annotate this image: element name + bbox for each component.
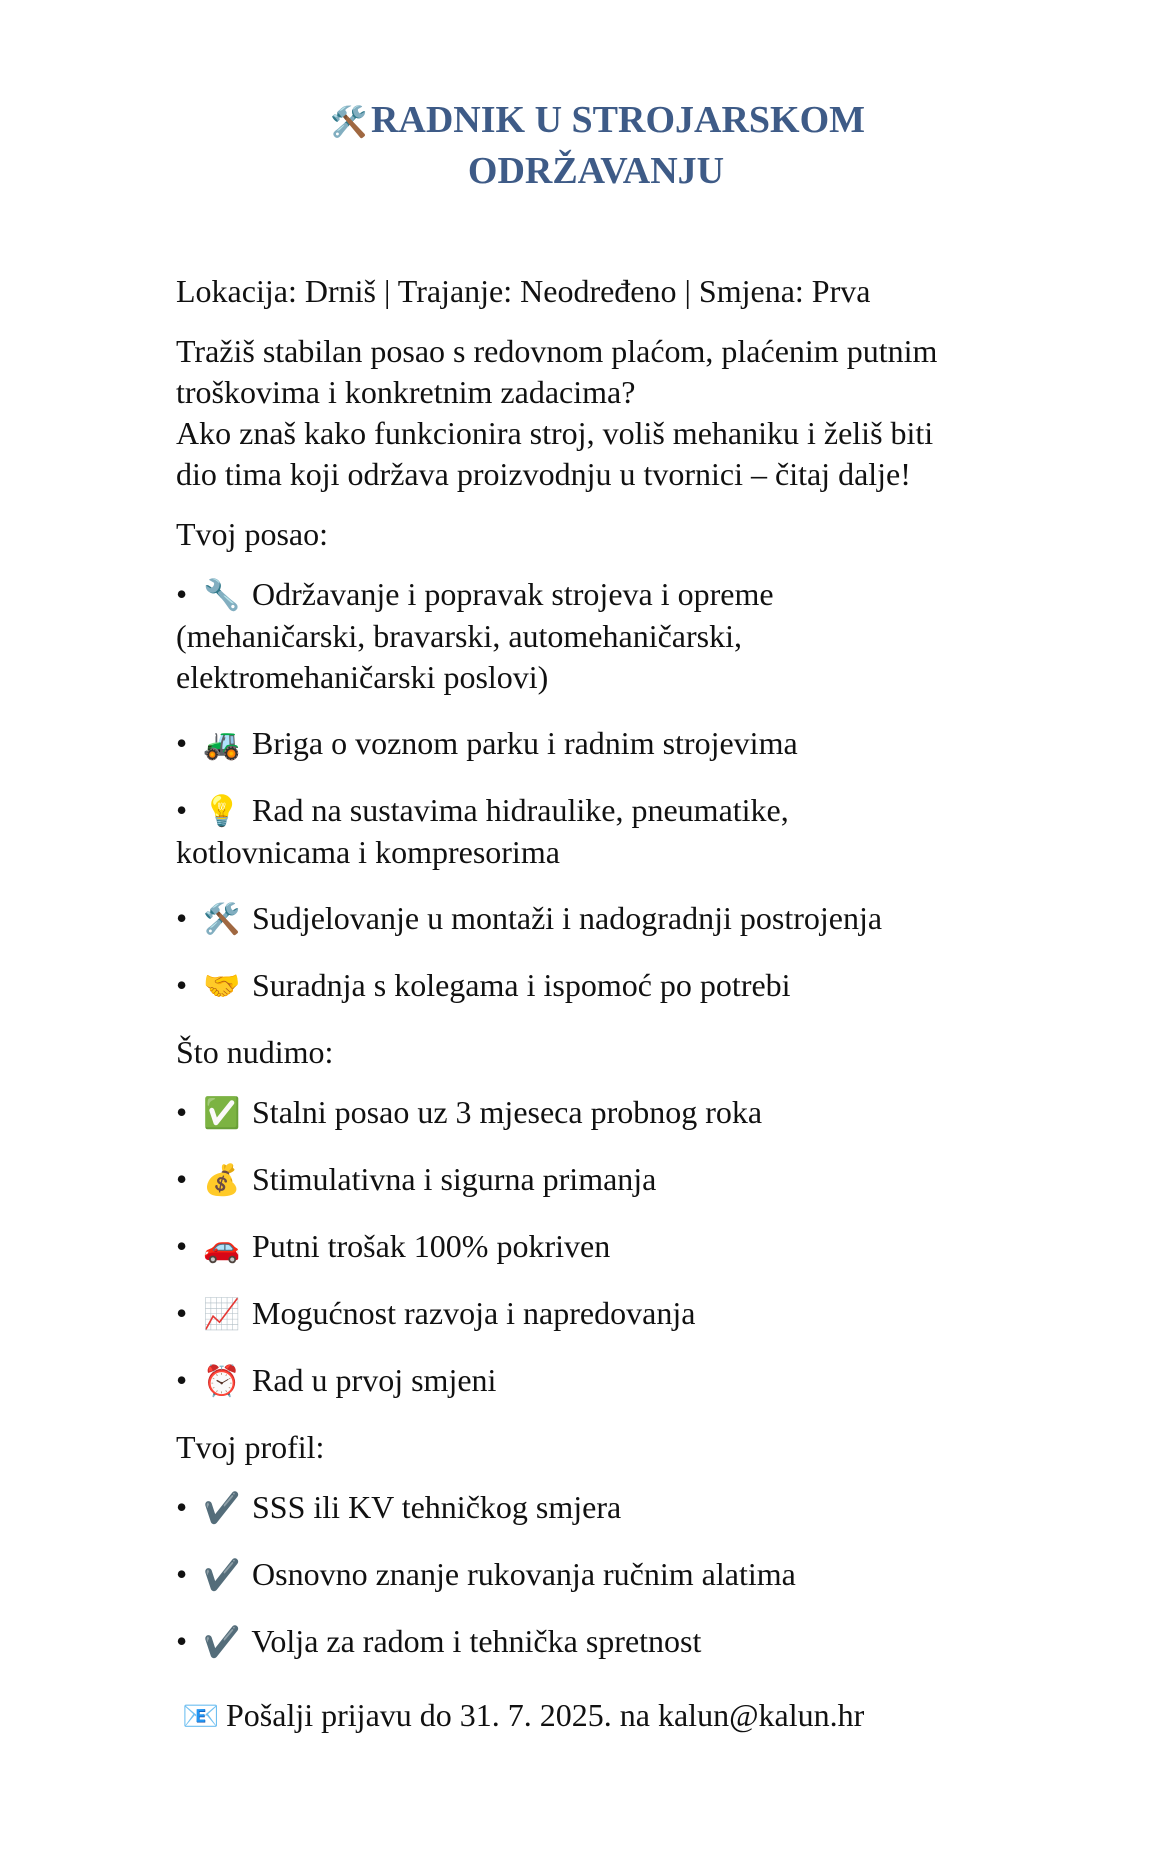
section-heading-offer: Što nudimo: [176, 1034, 334, 1070]
meta-line: Lokacija: Drniš | Trajanje: Neodređeno | Smjena: Prva [176, 273, 871, 309]
bullet: • [176, 1161, 188, 1197]
hammer-wrench-icon: 🛠️ [203, 902, 241, 937]
wrench-icon: 🔧 [203, 578, 241, 613]
list-item-text: Sudjelovanje u montaži i nadogradnji postrojenja [252, 900, 883, 936]
money-bag-icon: 💰 [203, 1163, 241, 1198]
list-item [176, 898, 1036, 940]
list-item-text: Rad u prvoj smjeni [252, 1362, 497, 1398]
application-text: Pošalji prijavu do 31. 7. 2025. na kalun@kalun.hr [226, 1697, 865, 1733]
handshake-icon: 🤝 [203, 969, 241, 1004]
list-item-text: SSS ili KV tehničkog smjera [252, 1489, 622, 1525]
list-item [176, 1621, 1036, 1663]
intro-line-3: Ako znaš kako funkcionira stroj, voliš mehaniku i želiš biti [176, 415, 934, 451]
check-mark-icon: ✔️ [203, 1625, 241, 1660]
section-heading-profile: Tvoj profil: [176, 1429, 325, 1465]
title-line-2: ODRŽAVANJU [467, 150, 725, 192]
list-item [176, 1226, 1036, 1268]
list-item [176, 965, 1036, 1007]
car-icon: 🚗 [203, 1230, 241, 1265]
list-item-text: Stimulativna i sigurna primanja [252, 1161, 657, 1197]
bullet: • [176, 725, 188, 761]
intro-line-2: troškovima i konkretnim zadacima? [176, 374, 636, 410]
list-item-text: Održavanje i popravak strojeva i opreme [252, 576, 774, 612]
bullet: • [176, 792, 188, 828]
list-item-text: Suradnja s kolegama i ispomoć po potrebi [252, 967, 791, 1003]
list-item [176, 1159, 1036, 1201]
chart-up-icon: 📈 [203, 1297, 241, 1332]
list-item [176, 1554, 1036, 1596]
list-item [176, 1293, 1036, 1335]
alarm-clock-icon: ⏰ [203, 1364, 241, 1399]
list-item [176, 574, 1036, 698]
list-item [176, 1360, 1036, 1402]
intro-line-4: dio tima koji održava proizvodnju u tvornici – čitaj dalje! [176, 456, 911, 492]
list-item-text: (mehaničarski, bravarski, automehaničarski, [176, 618, 742, 654]
bullet: • [176, 967, 188, 1003]
hammer-wrench-icon: 🛠️ [330, 105, 368, 140]
list-item-text: Rad na sustavima hidraulike, pneumatike, [252, 792, 789, 828]
list-item-text: Briga o voznom parku i radnim strojevima [252, 725, 798, 761]
bullet: • [176, 1623, 188, 1659]
job-ad-page [176, 96, 1036, 1769]
list-item-text: Mogućnost razvoja i napredovanja [252, 1295, 696, 1331]
application-footer [176, 1695, 1036, 1737]
lightbulb-icon: 💡 [203, 794, 241, 829]
section-heading-job: Tvoj posao: [176, 516, 328, 552]
list-item-text: Volja za radom i tehnička spretnost [251, 1623, 702, 1659]
bullet: • [176, 1295, 188, 1331]
intro-line-1: Tražiš stabilan posao s redovnom plaćom, plaćenim putnim [176, 333, 938, 369]
list-item-text: Putni trošak 100% pokriven [252, 1228, 611, 1264]
list-item [176, 790, 1036, 873]
bullet: • [176, 1489, 188, 1525]
list-item-text: Stalni posao uz 3 mjeseca probnog roka [252, 1094, 763, 1130]
bullet: • [176, 900, 188, 936]
list-item-text: kotlovnicama i kompresorima [176, 834, 560, 870]
intro-paragraph [176, 331, 1036, 495]
bullet: • [176, 1556, 188, 1592]
bullet: • [176, 1362, 188, 1398]
bullet: • [176, 576, 188, 612]
title-line-1: RADNIK U STROJARSKOM [370, 99, 866, 141]
list-item-text: elektromehaničarski poslovi) [176, 659, 549, 695]
check-mark-icon: ✔️ [203, 1558, 241, 1593]
list-item [176, 723, 1036, 765]
check-box-icon: ✅ [203, 1096, 241, 1131]
list-item [176, 1092, 1036, 1134]
check-mark-icon: ✔️ [203, 1491, 241, 1526]
page-title [176, 96, 1016, 195]
bullet: • [176, 1228, 188, 1264]
list-item [176, 1487, 1036, 1529]
tractor-icon: 🚜 [203, 727, 241, 762]
bullet: • [176, 1094, 188, 1130]
list-item-text: Osnovno znanje rukovanja ručnim alatima [252, 1556, 796, 1592]
email-icon: 📧 [182, 1699, 220, 1734]
